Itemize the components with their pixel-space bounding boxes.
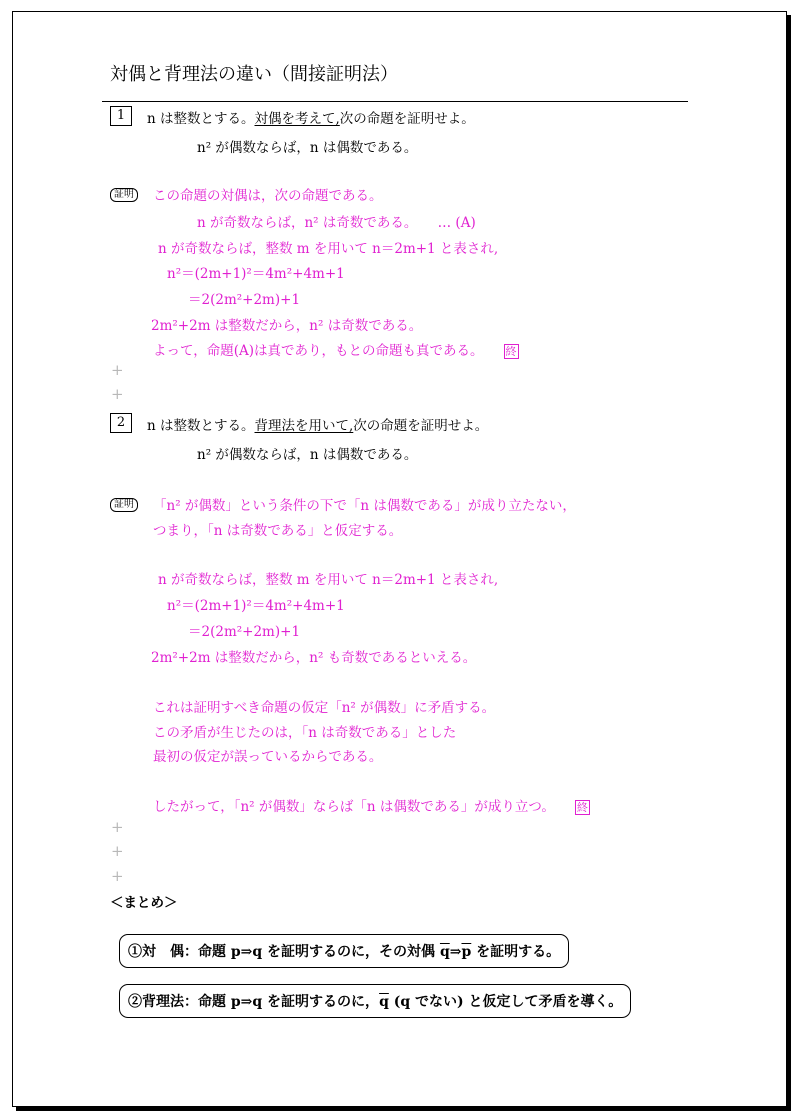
problem-number-2: 2 (110, 413, 132, 433)
page-title: 対偶と背理法の違い（間接証明法） (110, 64, 398, 85)
proof2-line: これは証明すべき命題の仮定「n² が偶数」に矛盾する。 (153, 700, 496, 716)
plus-mark: + (111, 818, 124, 836)
qed-mark: 終 (576, 801, 588, 814)
problem2-statement-underline: 背理法を用いて, (254, 418, 354, 434)
proof1-line: よって，命題(A)は真であり，もとの命題も真である。 (153, 343, 484, 359)
summary1-not-p: $\overline{p}$ (461, 944, 472, 960)
summary2-pre: ②背理法：命題 p⇒q を証明するのに， (128, 994, 380, 1010)
summary1-pre: ①対 偶：命題 p⇒q を証明するのに，その対偶 (128, 944, 440, 960)
problem2-statement-pre: n は整数とする。 (147, 418, 255, 434)
problem2-statement (147, 414, 488, 434)
problem1-proposition: n² が偶数ならば，n は偶数である。 (197, 140, 418, 156)
summary1-post: を証明する。 (471, 944, 561, 960)
proof2-line: 最初の仮定が誤っているからである。 (153, 749, 383, 765)
summary-heading: ＜まとめ＞ (110, 895, 178, 911)
proof1-line: この命題の対偶は，次の命題である。 (153, 188, 383, 204)
proof-mark: 証明 (110, 188, 138, 202)
problem-number-1: 1 (110, 106, 132, 126)
problem1-statement-pre: n は整数とする。 (147, 111, 255, 127)
summary1-not-q: $\overline{q}$ (439, 944, 450, 960)
proof2-conclusion (153, 795, 590, 815)
proof2-line: したがって，「n² が偶数」ならば「n は偶数である」が成り立つ。 (153, 799, 555, 815)
proof2-line: 「n² が偶数」という条件の下で「n は偶数である」が成り立たない， (153, 498, 576, 514)
summary1-arrow: ⇒ (449, 944, 462, 960)
plus-mark: + (111, 361, 124, 379)
problem1-statement (147, 107, 475, 127)
plus-mark: + (111, 867, 124, 885)
summary2-post: (q でない) と仮定して矛盾を導く。 (388, 994, 623, 1010)
document-page (12, 11, 787, 1107)
problem2-proposition: n² が偶数ならば，n は偶数である。 (197, 447, 418, 463)
proof-mark: 証明 (110, 498, 138, 512)
problem1-statement-post: 次の命題を証明せよ。 (339, 111, 475, 127)
proof2-line: この矛盾が生じたのは，「n は奇数である」とした (153, 725, 457, 741)
problem2-statement-post: 次の命題を証明せよ。 (353, 418, 489, 434)
summary-item-contradiction (119, 984, 631, 1018)
proof1-conclusion (153, 339, 519, 359)
problem1-statement-underline: 対偶を考えて, (254, 111, 340, 127)
summary-item-contrapositive (119, 934, 569, 968)
proof2-line: 2m²+2m は整数だから，n² も奇数であるといえる。 (151, 650, 477, 666)
proof2-line: ＝2(2m²+2m)+1 (188, 624, 301, 640)
proof2-line: n²＝(2m+1)²＝4m²+4m+1 (167, 598, 345, 614)
proof1-line: ＝2(2m²+2m)+1 (188, 292, 301, 308)
title-divider (102, 101, 688, 102)
proof1-line: n²＝(2m+1)²＝4m²+4m+1 (167, 266, 345, 282)
plus-mark: + (111, 385, 124, 403)
qed-mark: 終 (505, 345, 517, 358)
summary2-not-q: $\overline{q}$ (379, 994, 389, 1010)
plus-mark: + (111, 842, 124, 860)
proof1-line: n が奇数ならば，n² は奇数である。 … (A) (197, 215, 476, 231)
proof2-line: n が奇数ならば，整数 m を用いて n＝2m+1 と表され, (158, 572, 499, 588)
proof2-line: つまり，「n は奇数である」と仮定する。 (153, 523, 403, 539)
proof1-line: n が奇数ならば，整数 m を用いて n＝2m+1 と表され, (158, 241, 499, 257)
proof1-line: 2m²+2m は整数だから，n² は奇数である。 (151, 318, 423, 334)
